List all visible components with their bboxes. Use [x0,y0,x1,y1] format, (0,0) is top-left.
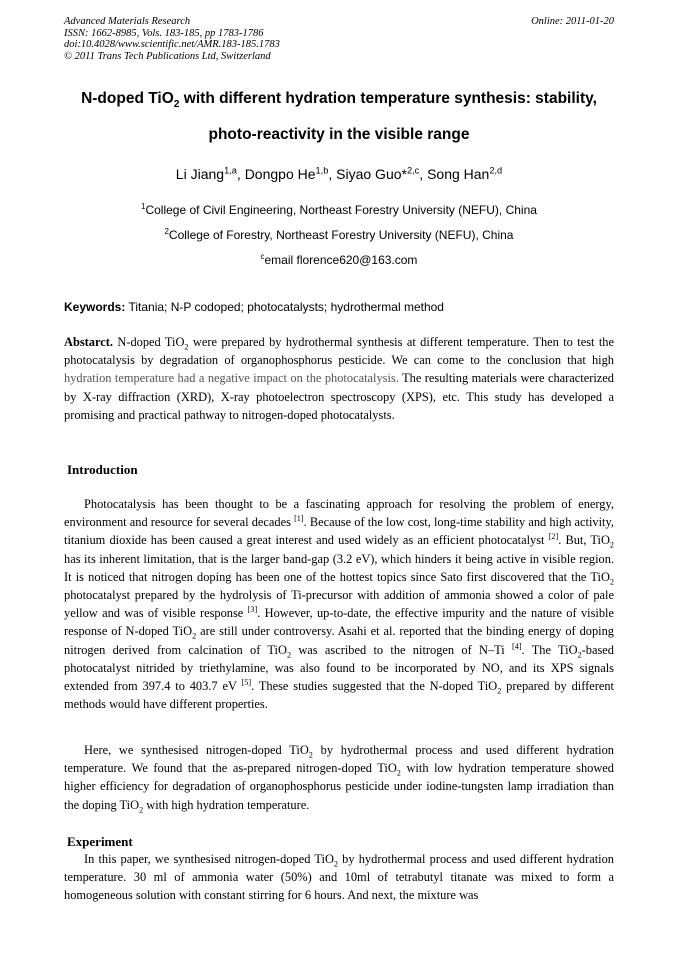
section-heading-introduction: Introduction [67,462,138,477]
abstract: Abstarct. N-doped TiO$_2$ were prepared by hydrothermal synthesis at different temperature. Then to test the photocatalysis by degradation of organophosphorus pesticide. We can come to the conclusion that high hydration temperature had a negative impact on the photocatalysis. The resulting materials were characterized by X-ray diffraction (XRD), X-ray photoelectron spectroscopy (XPS), etc. This study has developed a promising and practical pathway to nitrogen-doped photocatalysts. [64,335,614,422]
affiliation-2: $^2$College of Forestry, Northeast Forestry University (NEFU), China [164,227,514,242]
intro-paragraph-2: Here, we synthesised nitrogen-doped TiO$_2$ by hydrothermal process and used different hydration temperature. We found that the as-prepared nitrogen-doped TiO$_2$ with low hydration temperature showed higher efficiency for degradation of organophosphorus pesticide under iodine-tungsten lamp irradiation than the doping TiO$_2$ with high hydration temperature. [64,743,614,815]
keywords: Keywords: Titania; N-P codoped; photocatalysts; hydrothermal method [64,300,444,314]
journal-header [64,16,280,62]
experiment-paragraph-1: In this paper, we synthesised nitrogen-doped TiO$_2$ by hydrothermal process and used different hydration temperature. 30 ml of ammonia water (50%) and 10ml of tetrabutyl titanate was mixed to form a homogeneous solution with constant stirring for 6 hours. And next, the mixture was [64,852,614,903]
online-date: Online: 2011-01-20 [531,16,614,27]
paper-title-line-1: N-doped TiO$_2$ with different hydration temperature synthesis: stability, [81,90,597,111]
issn-line: ISSN: 1662-8985, Vols. 183-185, pp 1783-1786 [64,27,264,39]
journal-name: Advanced Materials Research [64,16,191,27]
author: Li Jiang [175,166,225,182]
email-line: $^c$email florence620@163.com [260,252,418,267]
author: Dongpo He [244,166,316,182]
copyright-line: © 2011 Trans Tech Publications Ltd, Switzerland [64,50,271,62]
section-heading-experiment: Experiment [67,834,133,849]
doi-line: doi:10.4028/www.scientific.net/AMR.183-185.1783 [64,39,280,51]
author: Siyao Guo* [336,166,407,182]
author-list: Li Jiang$^{1,a}$, Dongpo He$^{1,b}$, Siyao Guo*$^{2,c}$, Song Han$^{2,d}$ [175,165,503,182]
author: Song Han [427,166,490,182]
intro-paragraph-1: Photocatalysis has been thought to be a fascinating approach for resolving the problem of energy, environment and resource for several decades [1]. Because of the low cost, long-time stability and high activity, titanium dioxide has been caused a great interest and used widely as an efficient photocatalyst [2]. But, TiO$_2$ has its inherent limitation, that is the larger band-gap (3.2 eV), which hinders it being active in visible region. It is noticed that nitrogen doping has been one of the hottest topics since Sato first discovered that the TiO$_2$ photocatalyst prepared by the hydrolysis of Ti-precursor with addition of ammonia showed a color of pale yellow and was of visible response [3]. However, up-to-date, the effective impurity and the nature of visible response of N-doped TiO$_2$ are still under controversy. Asahi et al. reported that the binding energy of doping nitrogen derived from calcination of TiO$_2$ was ascribed to the nitrogen of N–Ti [4]. The TiO$_2$-based photocatalyst nitrided by triethylamine, was also found to be incorporated by NO, and its XPS signals extended from 397.4 to 403.7 eV [5]. These studies suggested that the N-doped TiO$_2$ prepared by different methods would have different properties. [64,497,615,712]
affiliation-1: $^1$College of Civil Engineering, Northeast Forestry University (NEFU), China [141,202,537,217]
paper-title-line-2: photo-reactivity in the visible range [208,126,470,143]
